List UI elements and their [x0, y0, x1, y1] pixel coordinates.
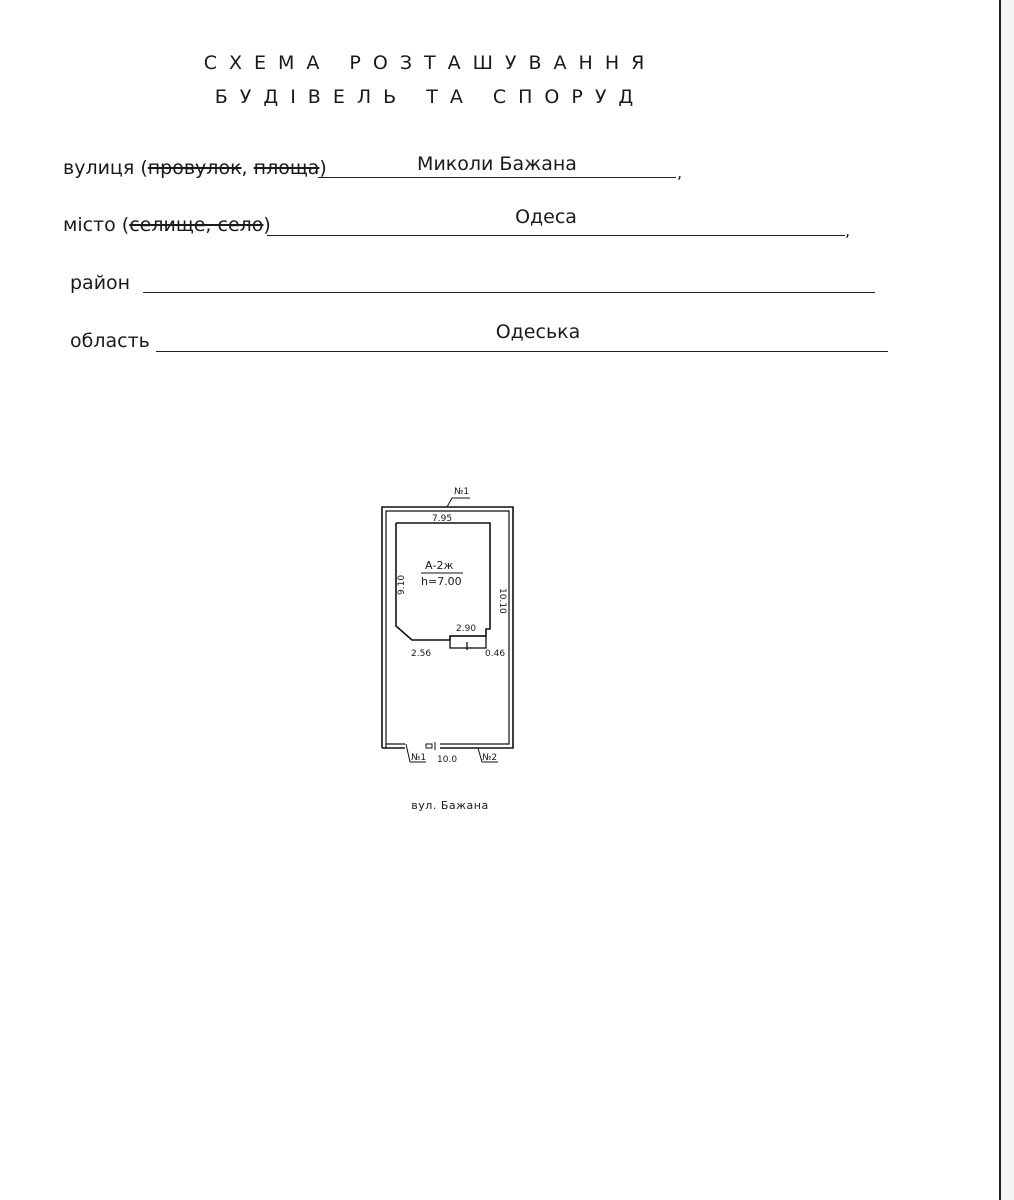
city-label-prefix: місто (	[63, 214, 130, 236]
dim-right-label: 10.10	[497, 588, 507, 614]
region-field-label: область	[70, 330, 150, 352]
street-label-suffix: )	[319, 157, 327, 179]
bottom-gate-1-leader	[406, 744, 410, 762]
city-field-label	[63, 214, 271, 236]
street-field-label	[63, 157, 327, 179]
site-plan-drawing	[370, 478, 530, 778]
bottom-gate-1-label: №1	[411, 753, 427, 763]
lot-boundary-outer	[382, 507, 513, 748]
street-field-trailing-comma: ,	[677, 163, 683, 182]
street-label-prefix: вулиця (	[63, 157, 148, 179]
building-height-label: h=7.00	[421, 575, 462, 588]
document-title-line-2: БУДІВЕЛЬ ТА СПОРУД	[214, 86, 646, 108]
document-title-line-1: СХЕМА РОЗТАШУВАННЯ	[203, 52, 657, 74]
dim-porch-depth-label: 0.46	[485, 649, 506, 659]
dim-top-label: 7.95	[432, 514, 453, 524]
street-field-value[interactable]: Миколи Бажана	[417, 153, 577, 175]
street-label-struck-square: площа	[253, 157, 320, 179]
top-gate-label: №1	[454, 487, 470, 497]
site-plan-svg	[370, 478, 530, 778]
top-gate-leader	[447, 498, 452, 507]
bottom-gate-2-label: №2	[482, 753, 498, 763]
district-field-label: район	[70, 272, 131, 294]
city-field-underline	[267, 235, 845, 236]
district-field-underline	[143, 292, 875, 293]
region-field-underline	[156, 351, 888, 352]
building-label: А-2ж	[425, 559, 454, 572]
street-label-separator: ,	[241, 157, 254, 179]
city-field-trailing-comma: ,	[845, 221, 851, 240]
front-gate-1-symbol	[426, 744, 432, 748]
dim-porch-width-label: 2.90	[456, 624, 477, 634]
page-border-line	[999, 0, 1001, 1200]
street-caption: вул. Бажана	[411, 799, 489, 812]
dim-lot-front-label: 10.0	[437, 755, 458, 765]
page-right-margin	[1001, 0, 1014, 1200]
city-label-suffix: )	[263, 214, 271, 236]
porch-outline	[450, 636, 486, 648]
region-field-value[interactable]: Одеська	[495, 321, 581, 343]
dim-left-label: 9.10	[397, 574, 407, 595]
dim-bottom-left-label: 2.56	[411, 649, 432, 659]
street-field-underline	[318, 177, 676, 178]
street-label-struck-lane: провулок	[147, 157, 242, 179]
city-field-value[interactable]: Одеса	[515, 206, 577, 228]
city-label-struck-settlement: селище, село	[129, 214, 264, 236]
